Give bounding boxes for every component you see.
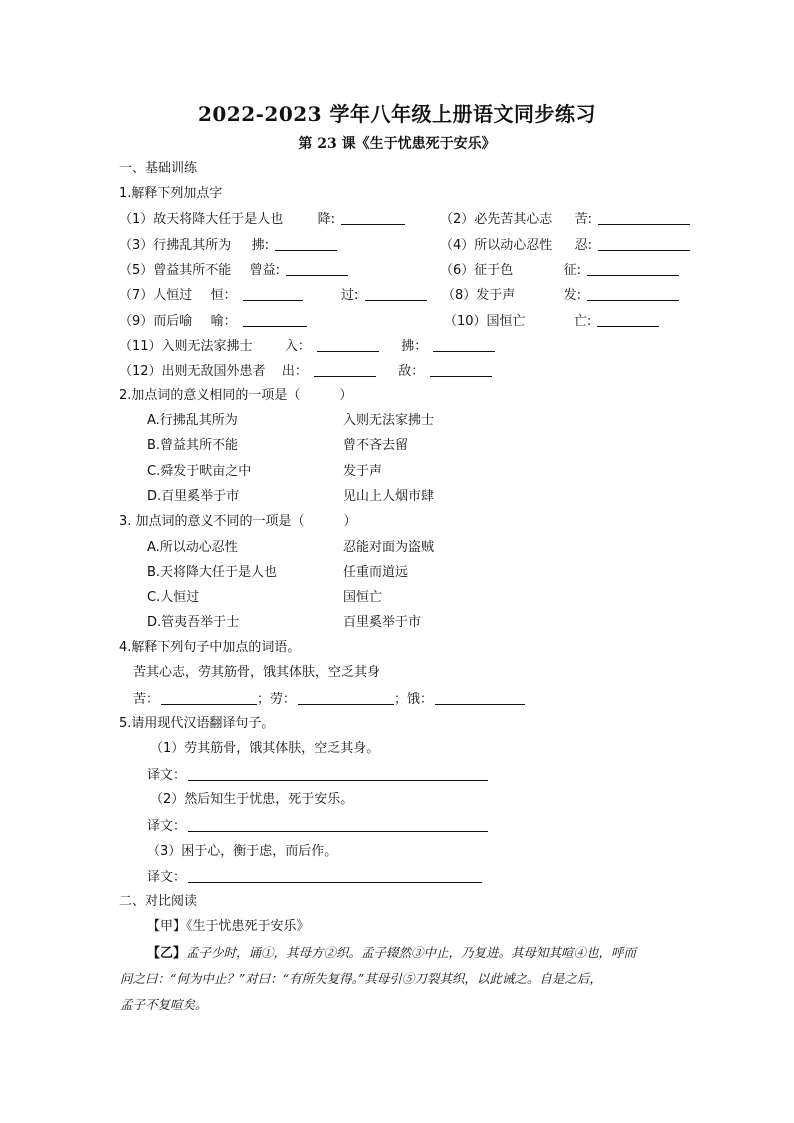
q3-option-b: B.天将降大任于是人也 [147,565,278,580]
q1-item-6: （6）征于色 征: [440,261,679,280]
answer-blank[interactable] [598,236,690,251]
passage-yi-line-1: 【乙】孟子少时，诵①，其母方②织。孟子辍然③中止，乃复进。其母知其喧④也，呼而 [147,945,637,961]
answer-blank[interactable] [298,690,394,705]
q4-sentence: 苦其心志，劳其筋骨，饿其体肤，空乏其身 [133,665,381,680]
answer-blank[interactable] [597,312,659,327]
q1-item-4: （4）所以动心忍性 忍: [440,236,690,255]
answer-blank[interactable] [275,236,337,251]
answer-blank[interactable] [435,690,525,705]
answer-blank[interactable] [430,362,492,377]
answer-blank[interactable] [286,261,348,276]
answer-blank[interactable] [598,210,690,225]
q2-option-b-compare: 曾不吝去留 [343,438,409,453]
passage-yi-line-3: 孟子不复喧矣。 [120,997,208,1012]
answer-blank[interactable] [161,690,257,705]
q2-option-d-compare: 见山上人烟市肆 [343,489,435,504]
answer-blank[interactable] [317,337,379,352]
q3-option-a-compare: 忍能对面为盗贼 [343,540,435,555]
q2-heading: 2.加点词的意义相同的一项是（ ） [119,388,353,403]
q3-option-c-compare: 国恒亡 [343,590,383,605]
lesson-subtitle: 第 23 课《生于忧患死于安乐》 [298,136,496,152]
q5-item-3: （3）困于心，衡于虑，而后作。 [147,844,338,859]
q1-item-10: （10）国恒亡 亡: [444,312,659,331]
q1-item-3: （3）行拂乱其所为 拂: [119,236,337,255]
q2-option-c: C.舜发于畎亩之中 [147,464,252,479]
q4-heading: 4.解释下列句子中加点的词语。 [119,640,301,655]
q1-item-1: （1）故天将降大任于是人也 降: [119,210,405,229]
q5-heading: 5.请用现代汉语翻译句子。 [119,716,275,731]
answer-blank[interactable] [587,261,679,276]
q1-item-8: （8）发于声 发: [442,286,679,305]
section-comparative-reading: 二、对比阅读 [119,894,198,909]
q3-heading: 3. 加点词的意义不同的一项是（ ） [119,514,357,529]
answer-blank[interactable] [341,210,405,225]
q3-option-d-compare: 百里奚举于市 [343,615,422,630]
answer-blank[interactable] [314,362,376,377]
q5-translation-2: 译文： [147,817,488,836]
q1-item-11: （11）入则无法家拂士 入： 拂： [119,337,495,356]
translation-blank[interactable] [188,766,488,781]
q3-option-d: D.管夷吾举于士 [147,615,240,630]
page-title: 2022-2023 学年八年级上册语文同步练习 [197,102,597,126]
q1-item-5: （5）曾益其所不能 曾益: [119,261,348,280]
q4-answer-line: 苦： ；劳： ；饿： [133,690,525,709]
q1-heading: 1.解释下列加点字 [119,186,223,201]
q2-option-b: B.曾益其所不能 [147,438,239,453]
q2-option-c-compare: 发于声 [343,464,383,479]
q1-item-12: （12）出则无敌国外患者 出： 敌： [119,362,492,381]
q5-item-2: （2）然后知生于忧患，死于安乐。 [150,792,354,807]
translation-blank[interactable] [188,817,488,832]
q1-item-2: （2）必先苦其心志 苦: [440,210,690,229]
q5-translation-3: 译文： [147,868,482,887]
answer-blank[interactable] [243,286,303,301]
answer-blank[interactable] [365,286,427,301]
passage-jia-title: 【甲】《生于忧患死于安乐》 [147,919,310,934]
q2-option-d: D.百里奚举于市 [147,489,240,504]
q2-option-a-compare: 入则无法家拂士 [343,413,435,428]
answer-blank[interactable] [587,286,679,301]
q5-item-1: （1）劳其筋骨，饿其体肤，空乏其身。 [150,741,380,756]
q3-option-a: A.所以动心忍性 [147,540,238,555]
q1-item-9: （9）而后喻 喻： [119,312,307,331]
q3-option-b-compare: 任重而道远 [343,565,409,580]
translation-blank[interactable] [188,868,482,883]
passage-yi-line-2: 问之曰：“何为中止？”对曰：“有所失复得。”其母引⑤刀裂其织，以此诫之。自是之后， [120,971,602,986]
section-basic-training: 一、基础训练 [119,161,198,176]
q5-translation-1: 译文： [147,766,488,785]
answer-blank[interactable] [433,337,495,352]
q2-option-a: A.行拂乱其所为 [147,413,238,428]
q3-option-c: C.人恒过 [147,590,200,605]
answer-blank[interactable] [243,312,307,327]
q1-item-7: （7）人恒过 恒： 过: [119,286,427,305]
